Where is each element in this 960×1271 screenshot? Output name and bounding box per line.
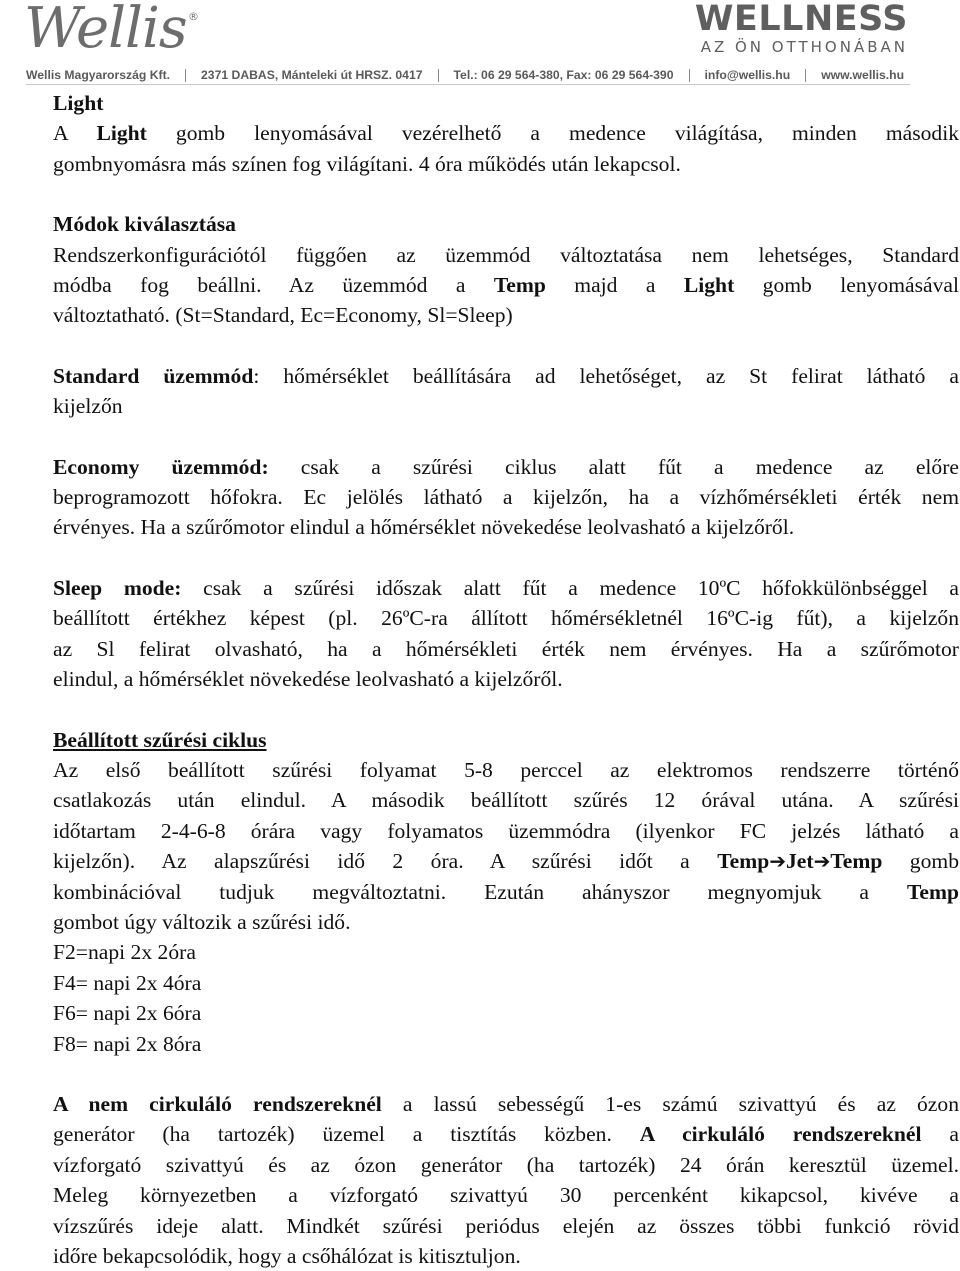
filter-cycle-section — [53, 725, 959, 1059]
circulation-line-6: időre bekapcsolódik, hogy a csőhálózat is kitisztuljon. — [53, 1244, 521, 1268]
circulation-line-4: Meleg környezetben a vízforgató szivattyú 30 percenként kikapcsol, kivéve a — [53, 1183, 959, 1208]
economy-mode-section — [53, 452, 959, 543]
circulation-section — [53, 1089, 959, 1271]
standard-line-2: kijelzőn — [53, 394, 123, 419]
filter-line-3: időtartam 2-4-6-8 órára vagy folyamatos üzemmódra (ilyenkor FC jelzés látható a — [53, 818, 959, 843]
registered-mark: ® — [188, 10, 199, 23]
company-phone: Tel.: 06 29 564-380, Fax: 06 29 564-390 — [453, 68, 674, 82]
circulation-line-5: vízszűrés ideje alatt. Mindkét szűrési periódus elején az összes többi funkció rövid — [53, 1213, 959, 1238]
standard-mode-label: Standard üzemmód — [53, 363, 254, 388]
contact-separator — [805, 69, 806, 82]
filter-line-5: kombinációval tudjuk megváltoztatni. Ezután ahányszor megnyomjuk a Temp — [53, 879, 959, 904]
economy-mode-label: Economy üzemmód: — [53, 454, 269, 479]
brand-subtitle: AZ ÖN OTTHONÁBAN — [700, 38, 908, 56]
sleep-line-1: Sleep mode: csak a szűrési időszak alatt fűt a medence 10ºC hőfokkülönbséggel a — [53, 575, 960, 600]
light-heading: Light — [53, 91, 104, 115]
filter-line-2: csatlakozás után elindul. A második beállított szűrés 12 órával utána. A szűrési — [53, 788, 959, 813]
circulation-line-3: vízforgató szivattyú és az ózon generátor (ha tartozék) 24 órán keresztül üzemel. — [53, 1152, 959, 1177]
company-website[interactable]: www.wellis.hu — [821, 68, 905, 82]
contact-separator — [438, 69, 439, 82]
filter-option: F6= napi 2x 6óra — [53, 1001, 202, 1026]
arrow-right-icon: ➔ — [769, 849, 786, 874]
logo-text: Wellis — [24, 0, 187, 61]
modes-heading: Módok kiválasztása — [53, 212, 236, 237]
standard-line-1: Standard üzemmód: hőmérséklet beállítására ad lehetőséget, az St felirat látható a — [53, 363, 960, 388]
filter-option: F2=napi 2x 2óra — [53, 940, 196, 965]
light-line-1: A Light gomb lenyomásával vezérelhető a medence világítása, minden második — [53, 121, 959, 146]
circulation-line-1: A nem cirkuláló rendszereknél a lassú sebességű 1-es számú szivattyú és az ózon — [53, 1091, 959, 1116]
contact-separator — [689, 69, 690, 82]
modes-section — [53, 209, 959, 331]
brand-title: WELLNESS — [694, 0, 908, 39]
filter-line-6: gombot úgy változik a szűrési idő. — [53, 909, 351, 934]
sleep-line-4: elindul, a hőmérséklet növekedése leolvasható a kijelzőről. — [53, 667, 563, 692]
letterhead-divider — [26, 84, 910, 85]
company-name: Wellis Magyarország Kft. — [26, 68, 171, 82]
circulation-line-2: generátor (ha tartozék) üzemel a tisztítás közben. A cirkuláló rendszereknél a — [53, 1122, 959, 1147]
economy-line-2: beprogramozott hőfokra. Ec jelölés látható a kijelzőn, ha a vízhőmérsékleti érték nem — [53, 485, 959, 510]
arrow-right-icon: ➔ — [813, 849, 831, 874]
brand-block — [695, 0, 908, 56]
filter-option: F4= napi 2x 4óra — [53, 970, 202, 995]
document-body — [53, 88, 959, 1271]
filter-line-4: kijelzőn). Az alapszűrési idő 2 óra. A szűrési időt a Temp➔Jet➔Temp gomb — [53, 849, 959, 874]
company-address: 2371 DABAS, Mánteleki út HRSZ. 0417 — [201, 68, 423, 82]
wellis-logo — [22, 0, 252, 64]
economy-line-3: érvényes. Ha a szűrőmotor elindul a hőmérséklet növekedése leolvasható a kijelzőről. — [53, 515, 795, 540]
standard-mode-section — [53, 361, 959, 422]
filter-cycle-heading: Beállított szűrési ciklus — [53, 727, 267, 752]
company-email[interactable]: info@wellis.hu — [704, 68, 791, 82]
contact-bar — [26, 67, 926, 83]
filter-option: F8= napi 2x 8óra — [53, 1031, 202, 1056]
filter-line-1: Az első beállított szűrési folyamat 5-8 perccel az elektromos rendszerre történő — [53, 757, 959, 782]
sleep-mode-label: Sleep mode: — [53, 575, 182, 600]
light-section — [53, 88, 959, 179]
letterhead — [0, 0, 960, 86]
economy-line-1: Economy üzemmód: csak a szűrési ciklus alatt fűt a medence az előre — [53, 454, 959, 479]
sleep-line-2: beállított értékhez képest (pl. 26ºC-ra állított hőmérsékletnél 16ºC-ig fűt), a kijelzőn — [53, 606, 959, 631]
contact-separator — [185, 69, 186, 82]
light-line-2: gombnyomásra más színen fog világítani. 4 óra működés után lekapcsol. — [53, 151, 681, 176]
modes-line-1: Rendszerkonfigurációtól függően az üzemmód változtatása nem lehetséges, Standard — [53, 242, 959, 267]
modes-line-3: változtatható. (St=Standard, Ec=Economy, Sl=Sleep) — [53, 303, 513, 328]
sleep-mode-section — [53, 573, 959, 695]
modes-line-2: módba fog beállni. Az üzemmód a Temp majd a Light gomb lenyomásával — [53, 273, 959, 298]
sleep-line-3: az Sl felirat olvasható, ha a hőmérsékleti érték nem érvényes. Ha a szűrőmotor — [53, 636, 959, 661]
